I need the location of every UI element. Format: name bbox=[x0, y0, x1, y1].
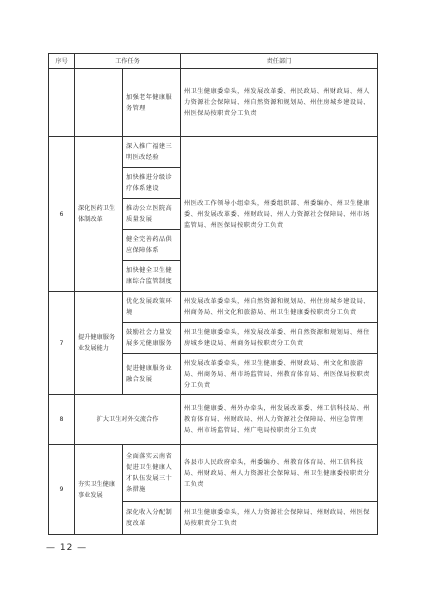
header-responsible-dept: 责任部门 bbox=[181, 54, 378, 69]
subtask-cell: 深入推广福建三明医改经验 bbox=[123, 137, 181, 168]
task-group-cell: 提升健康服务业发展能力 bbox=[75, 292, 123, 395]
subtask-cell: 健全完善药品供应保障体系 bbox=[123, 230, 181, 261]
row-number-cell: 6 bbox=[49, 137, 75, 292]
row-number-cell bbox=[49, 69, 75, 137]
subtask-cell: 鼓励社会力量发展多元健康服务 bbox=[123, 323, 181, 354]
responsible-dept-cell: 州卫生健康委牵头，州发展改革委、州自然资源和规划局、州住房城乡建设局、州商务局按职责分工负责 bbox=[181, 323, 378, 354]
page-number: — 12 — bbox=[46, 543, 88, 553]
subtask-cell: 加强老年健康服务管理 bbox=[123, 69, 181, 137]
task-group-cell bbox=[75, 69, 123, 137]
task-group-cell: 夯实卫生健康事业发展 bbox=[75, 445, 123, 535]
table-row bbox=[49, 69, 378, 137]
responsible-dept-cell: 州发展改革委牵头，州卫生健康委、州财政局、州文化和旅游局、州商务局、州市场监管局、州教育体育局、州医保局按职责分工负责 bbox=[181, 354, 378, 395]
table-row bbox=[49, 292, 378, 323]
table-row bbox=[49, 445, 378, 502]
table-row bbox=[49, 137, 378, 168]
row-number-cell: 7 bbox=[49, 292, 75, 395]
table-header-row bbox=[49, 54, 378, 69]
subtask-cell: 优化发展政策环境 bbox=[123, 292, 181, 323]
subtask-cell: 促进健康服务业融合发展 bbox=[123, 354, 181, 395]
subtask-cell: 推动公立医院高质量发展 bbox=[123, 199, 181, 230]
row-number-cell: 8 bbox=[49, 395, 75, 445]
responsible-dept-cell: 州卫生健康委牵头，州发展改革委、州民政局、州财政局、州人力资源社会保障局、州自然资源和规划局、州住房城乡建设局、州医保局按职责分工负责 bbox=[181, 69, 378, 137]
header-serial-number: 序号 bbox=[49, 54, 75, 69]
responsibility-table bbox=[48, 53, 378, 535]
responsible-dept-cell: 州医改工作领导小组牵头，州委组织部、州委编办、州卫生健康委、州发展改革委、州财政局、州人力资源社会保障局、州市场监管局、州医保局按职责分工负责 bbox=[181, 137, 378, 292]
responsible-dept-cell: 各县市人民政府牵头，州委编办、州教育体育局、州工信科技局、州财政局、州人力资源社会保障局、州卫生健康委按职责分工负责 bbox=[181, 445, 378, 502]
responsible-dept-cell: 州卫生健康委牵头，州人力资源社会保障局、州财政局、州医保局按职责分工负责 bbox=[181, 502, 378, 535]
subtask-cell: 加快健全卫生健康综合监管制度 bbox=[123, 261, 181, 292]
subtask-cell: 深化收入分配制度改革 bbox=[123, 502, 181, 535]
table-row bbox=[49, 395, 378, 445]
subtask-cell: 加快推进分级诊疗体系建设 bbox=[123, 168, 181, 199]
task-group-cell: 深化医药卫生体制改革 bbox=[75, 137, 123, 292]
task-group-cell: 扩大卫生对外交流合作 bbox=[75, 395, 181, 445]
responsible-dept-cell: 州卫生健康委、州外办牵头，州发展改革委、州工信科技局、州教育体育局、州财政局、州人力资源社会保障局、州应急管理局、州市场监管局、州广电局按职责分工负责 bbox=[181, 395, 378, 445]
responsible-dept-cell: 州发展改革委牵头，州自然资源和规划局、州住房城乡建设局、州商务局、州文化和旅游局、州卫生健康委按职责分工负责 bbox=[181, 292, 378, 323]
header-work-task: 工作任务 bbox=[75, 54, 181, 69]
row-number-cell: 9 bbox=[49, 445, 75, 535]
subtask-cell: 全面落实云南省促进卫生健康人才队伍发展三十条措施 bbox=[123, 445, 181, 502]
